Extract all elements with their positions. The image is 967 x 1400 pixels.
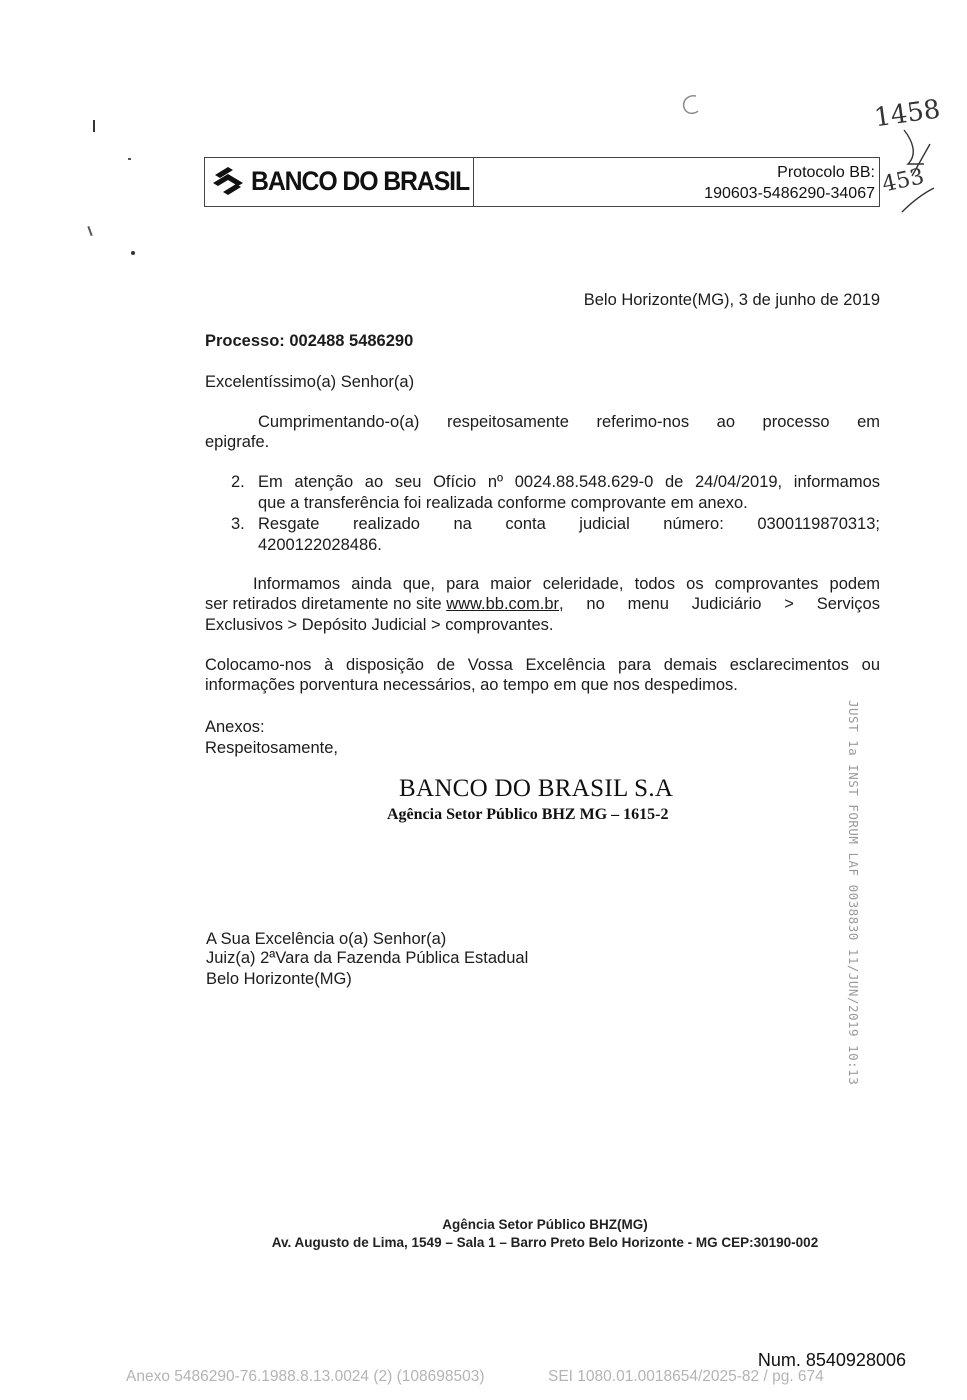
list-item-line: que a transferência foi realizada conforme comprovante em anexo. <box>258 494 748 512</box>
letterhead <box>204 157 880 207</box>
place-date: Belo Horizonte(MG), 3 de junho de 2019 <box>583 291 880 309</box>
scan-mark <box>87 226 92 236</box>
footer-branch: Agência Setor Público BHZ(MG) <box>442 1217 648 1232</box>
paragraph-line <box>205 594 880 615</box>
annex-label: Anexos: <box>205 718 265 736</box>
bank-logo-icon <box>211 165 245 197</box>
handwritten-number: 453 <box>880 164 927 198</box>
receipt-stamp: JUST 1a INST FORUM LAF 0038830 11/JUN/2019 10:13 <box>846 700 861 1086</box>
document-number: Num. 8540928006 <box>757 1350 906 1370</box>
website-link[interactable]: www.bb.com.br <box>446 595 559 613</box>
protocol-block <box>704 162 875 204</box>
header-divider <box>473 158 474 206</box>
scan-mark <box>128 158 131 160</box>
closing: Respeitosamente, <box>205 739 338 757</box>
text-segment: ser retirados diretamente no site <box>205 595 447 613</box>
text-segment: , no menu Judiciário > Serviços <box>559 595 880 613</box>
list-number: 2. <box>231 473 245 491</box>
annex-reference: Anexo 5486290-76.1988.8.13.0024 (2) (108698503) <box>126 1368 485 1385</box>
signature-company: BANCO DO BRASIL S.A <box>399 775 674 802</box>
signature-branch: Agência Setor Público BHZ MG – 1615-2 <box>387 806 669 823</box>
bank-logo <box>211 165 488 197</box>
addressee-line: Juiz(a) 2ªVara da Fazenda Pública Estadual <box>206 949 529 967</box>
footer-address: Av. Augusto de Lima, 1549 – Sala 1 – Barro Preto Belo Horizonte - MG CEP:30190-002 <box>271 1235 819 1250</box>
paragraph-line: Cumprimentando-o(a) respeitosamente referimo-nos ao processo em <box>258 413 880 431</box>
protocol-number: 190603-5486290-34067 <box>704 185 875 202</box>
paragraph-line: Informamos ainda que, para maior celeridade, todos os comprovantes podem <box>253 575 880 593</box>
paragraph-line: Colocamo-nos à disposição de Vossa Excelência para demais esclarecimentos ou <box>205 656 880 674</box>
paragraph-line: Exclusivos > Depósito Judicial > comprovantes. <box>205 616 554 634</box>
paragraph-line: epigrafe. <box>205 433 270 451</box>
addressee-line: A Sua Excelência o(a) Senhor(a) <box>206 930 447 948</box>
process-number: Processo: 002488 5486290 <box>205 332 414 350</box>
scan-mark <box>93 120 95 132</box>
list-number: 3. <box>231 515 245 533</box>
list-item-line: Em atenção ao seu Ofício nº 0024.88.548.629-0 de 24/04/2019, informamos <box>258 473 880 491</box>
salutation: Excelentíssimo(a) Senhor(a) <box>205 373 415 391</box>
list-item-line: Resgate realizado na conta judicial número: 0300119870313; <box>258 515 880 533</box>
handwritten-number: 1458 <box>872 94 942 134</box>
bank-name: BANCO DO BRASIL <box>251 165 470 196</box>
list-item-line: 4200122028486. <box>258 536 382 554</box>
sei-reference: SEI 1080.01.0018654/2025-82 / pg. 674 <box>548 1368 824 1385</box>
protocol-label: Protocolo BB: <box>777 164 875 181</box>
paragraph-line: informações porventura necessários, ao tempo em que nos despedimos. <box>205 676 738 694</box>
scan-mark <box>131 251 135 255</box>
addressee-line: Belo Horizonte(MG) <box>206 970 352 988</box>
